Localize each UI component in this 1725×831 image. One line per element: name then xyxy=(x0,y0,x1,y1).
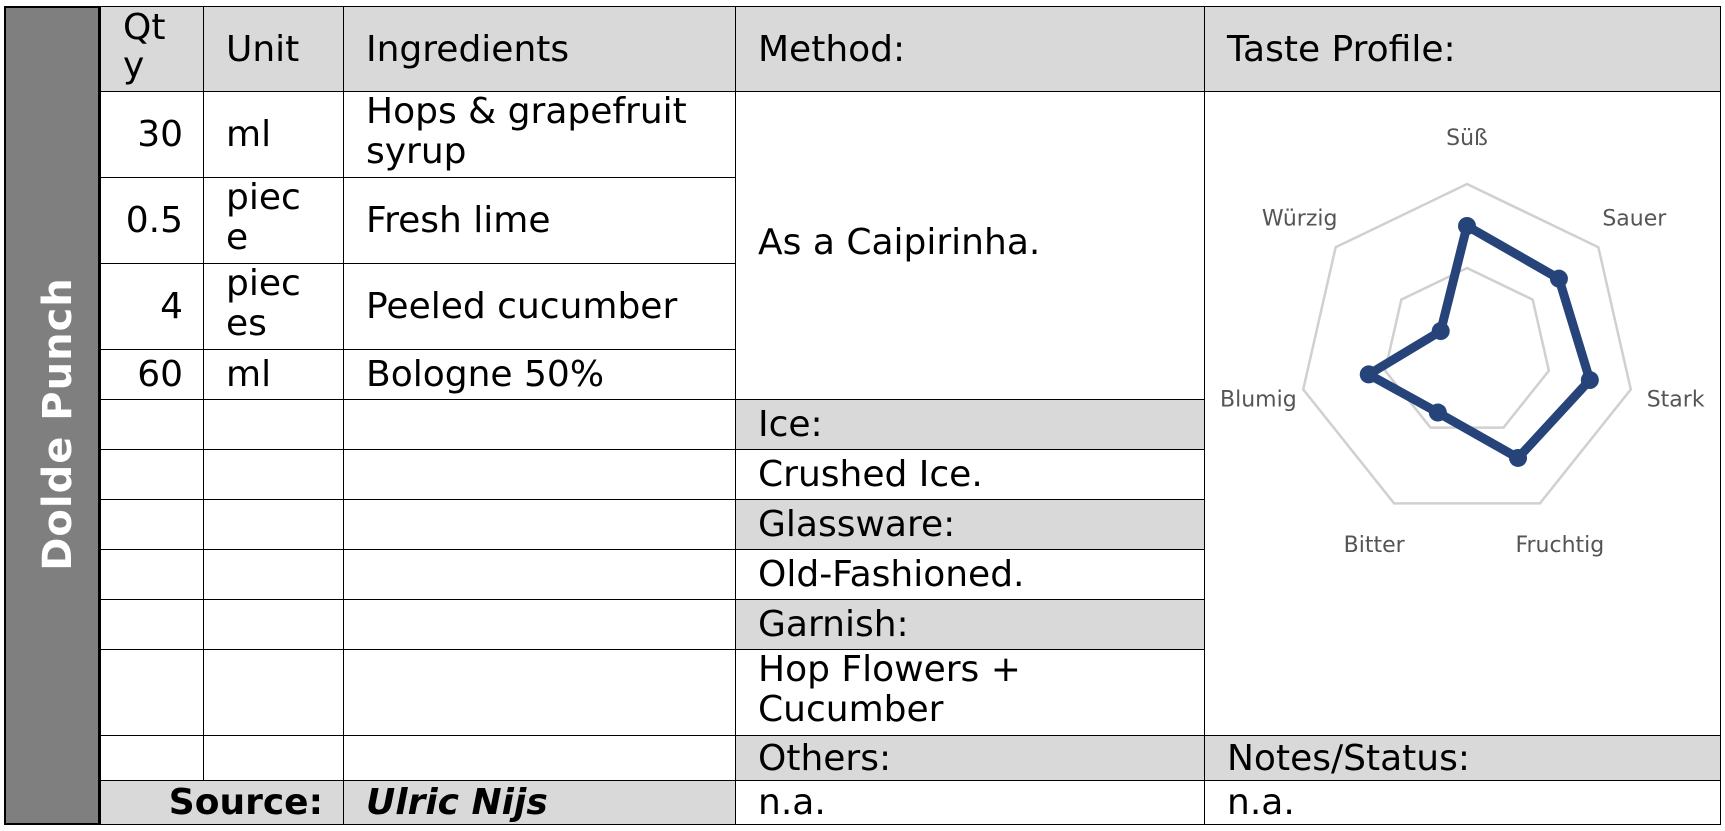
radar-series-line xyxy=(1369,226,1590,458)
qty-value: 30 xyxy=(137,114,183,155)
unit-value: piec es xyxy=(226,263,301,344)
table-row-ingredient xyxy=(343,349,736,400)
qty-value: 60 xyxy=(137,354,183,395)
others-value-cell xyxy=(735,780,1205,825)
radar-point xyxy=(1458,217,1476,235)
ingredient-value: Peeled cucumber xyxy=(366,286,678,327)
notes-value-cell xyxy=(1204,780,1721,825)
empty-cell xyxy=(343,549,736,600)
table-row-qty xyxy=(100,263,204,350)
radar-axis-label: Sauer xyxy=(1602,206,1667,232)
header-unit xyxy=(203,6,344,92)
empty-cell xyxy=(343,599,736,650)
garnish-label-cell xyxy=(735,599,1205,650)
ingredient-value: Fresh lime xyxy=(366,200,551,241)
header-ingredients xyxy=(343,6,736,92)
qty-value: 0.5 xyxy=(125,200,183,241)
garnish-value-cell xyxy=(735,649,1205,736)
source-value-cell xyxy=(343,780,736,825)
unit-value: piec e xyxy=(226,177,301,258)
empty-cell xyxy=(203,599,344,650)
source-value: Ulric Nijs xyxy=(366,782,548,823)
empty-cell xyxy=(100,649,204,736)
method-value: As a Caipirinha. xyxy=(758,222,1041,263)
method-cell xyxy=(735,91,1205,400)
unit-value: ml xyxy=(226,114,272,155)
empty-cell xyxy=(100,549,204,600)
header-qty xyxy=(100,6,204,92)
empty-cell xyxy=(343,735,736,781)
table-row-qty xyxy=(100,349,204,400)
table-row-unit xyxy=(203,91,344,178)
radar-point xyxy=(1429,404,1447,422)
ingredient-value: Hops & grapefruit syrup xyxy=(366,91,687,172)
empty-cell xyxy=(343,649,736,736)
radar-axis-label: Stark xyxy=(1646,387,1705,413)
header-unit-label: Unit xyxy=(226,29,300,70)
recipe-title: Dolde Punch xyxy=(35,277,81,571)
empty-cell xyxy=(100,449,204,500)
empty-cell xyxy=(343,499,736,550)
others-label-cell xyxy=(735,735,1205,781)
table-row-ingredient xyxy=(343,263,736,350)
ice-label: Ice: xyxy=(758,404,823,445)
empty-cell xyxy=(203,549,344,600)
ice-label-cell xyxy=(735,399,1205,450)
table-row-qty xyxy=(100,177,204,264)
table-row-unit xyxy=(203,263,344,350)
empty-cell xyxy=(203,649,344,736)
others-label: Others: xyxy=(758,738,892,779)
glassware-label: Glassware: xyxy=(758,504,956,545)
radar-axis-label: Fruchtig xyxy=(1515,532,1605,558)
radar-axis-label: Blumig xyxy=(1220,387,1297,413)
table-row-unit xyxy=(203,177,344,264)
empty-cell xyxy=(100,735,204,781)
empty-cell xyxy=(100,399,204,450)
radar-point xyxy=(1581,371,1599,389)
others-value: n.a. xyxy=(758,782,826,823)
empty-cell xyxy=(203,499,344,550)
garnish-label: Garnish: xyxy=(758,604,909,645)
notes-value: n.a. xyxy=(1227,782,1295,823)
radar-axis-label: Süß xyxy=(1446,126,1488,151)
table-row-ingredient xyxy=(343,177,736,264)
taste-radar-chart xyxy=(1188,110,1725,580)
source-label: Source: xyxy=(168,782,323,823)
table-row-unit xyxy=(203,349,344,400)
qty-value: 4 xyxy=(160,286,183,327)
header-ingredients-label: Ingredients xyxy=(366,29,570,70)
glassware-label-cell xyxy=(735,499,1205,550)
empty-cell xyxy=(100,499,204,550)
header-taste-label: Taste Profile: xyxy=(1227,29,1456,70)
empty-cell xyxy=(203,399,344,450)
header-method xyxy=(735,6,1205,92)
empty-cell xyxy=(343,399,736,450)
notes-label: Notes/Status: xyxy=(1227,738,1470,779)
recipe-title-bar xyxy=(4,6,100,825)
radar-point xyxy=(1432,322,1450,340)
ice-value: Crushed Ice. xyxy=(758,454,983,495)
radar-point xyxy=(1509,449,1527,467)
header-taste-profile xyxy=(1204,6,1721,92)
radar-axis-label: Würzig xyxy=(1261,206,1338,232)
empty-cell xyxy=(343,449,736,500)
table-row-qty xyxy=(100,91,204,178)
glassware-value-cell xyxy=(735,549,1205,600)
empty-cell xyxy=(203,449,344,500)
empty-cell xyxy=(203,735,344,781)
glassware-value: Old-Fashioned. xyxy=(758,554,1025,595)
ice-value-cell xyxy=(735,449,1205,500)
source-label-cell xyxy=(100,780,344,825)
radar-axis-label: Bitter xyxy=(1343,532,1405,558)
radar-point xyxy=(1360,365,1378,383)
header-method-label: Method: xyxy=(758,29,906,70)
header-qty-label: Qt y xyxy=(123,7,166,86)
notes-label-cell xyxy=(1204,735,1721,781)
table-row-ingredient xyxy=(343,91,736,178)
unit-value: ml xyxy=(226,354,272,395)
empty-cell xyxy=(100,599,204,650)
ingredient-value: Bologne 50% xyxy=(366,354,605,395)
garnish-value: Hop Flowers + Cucumber xyxy=(758,649,1021,730)
radar-point xyxy=(1550,270,1568,288)
